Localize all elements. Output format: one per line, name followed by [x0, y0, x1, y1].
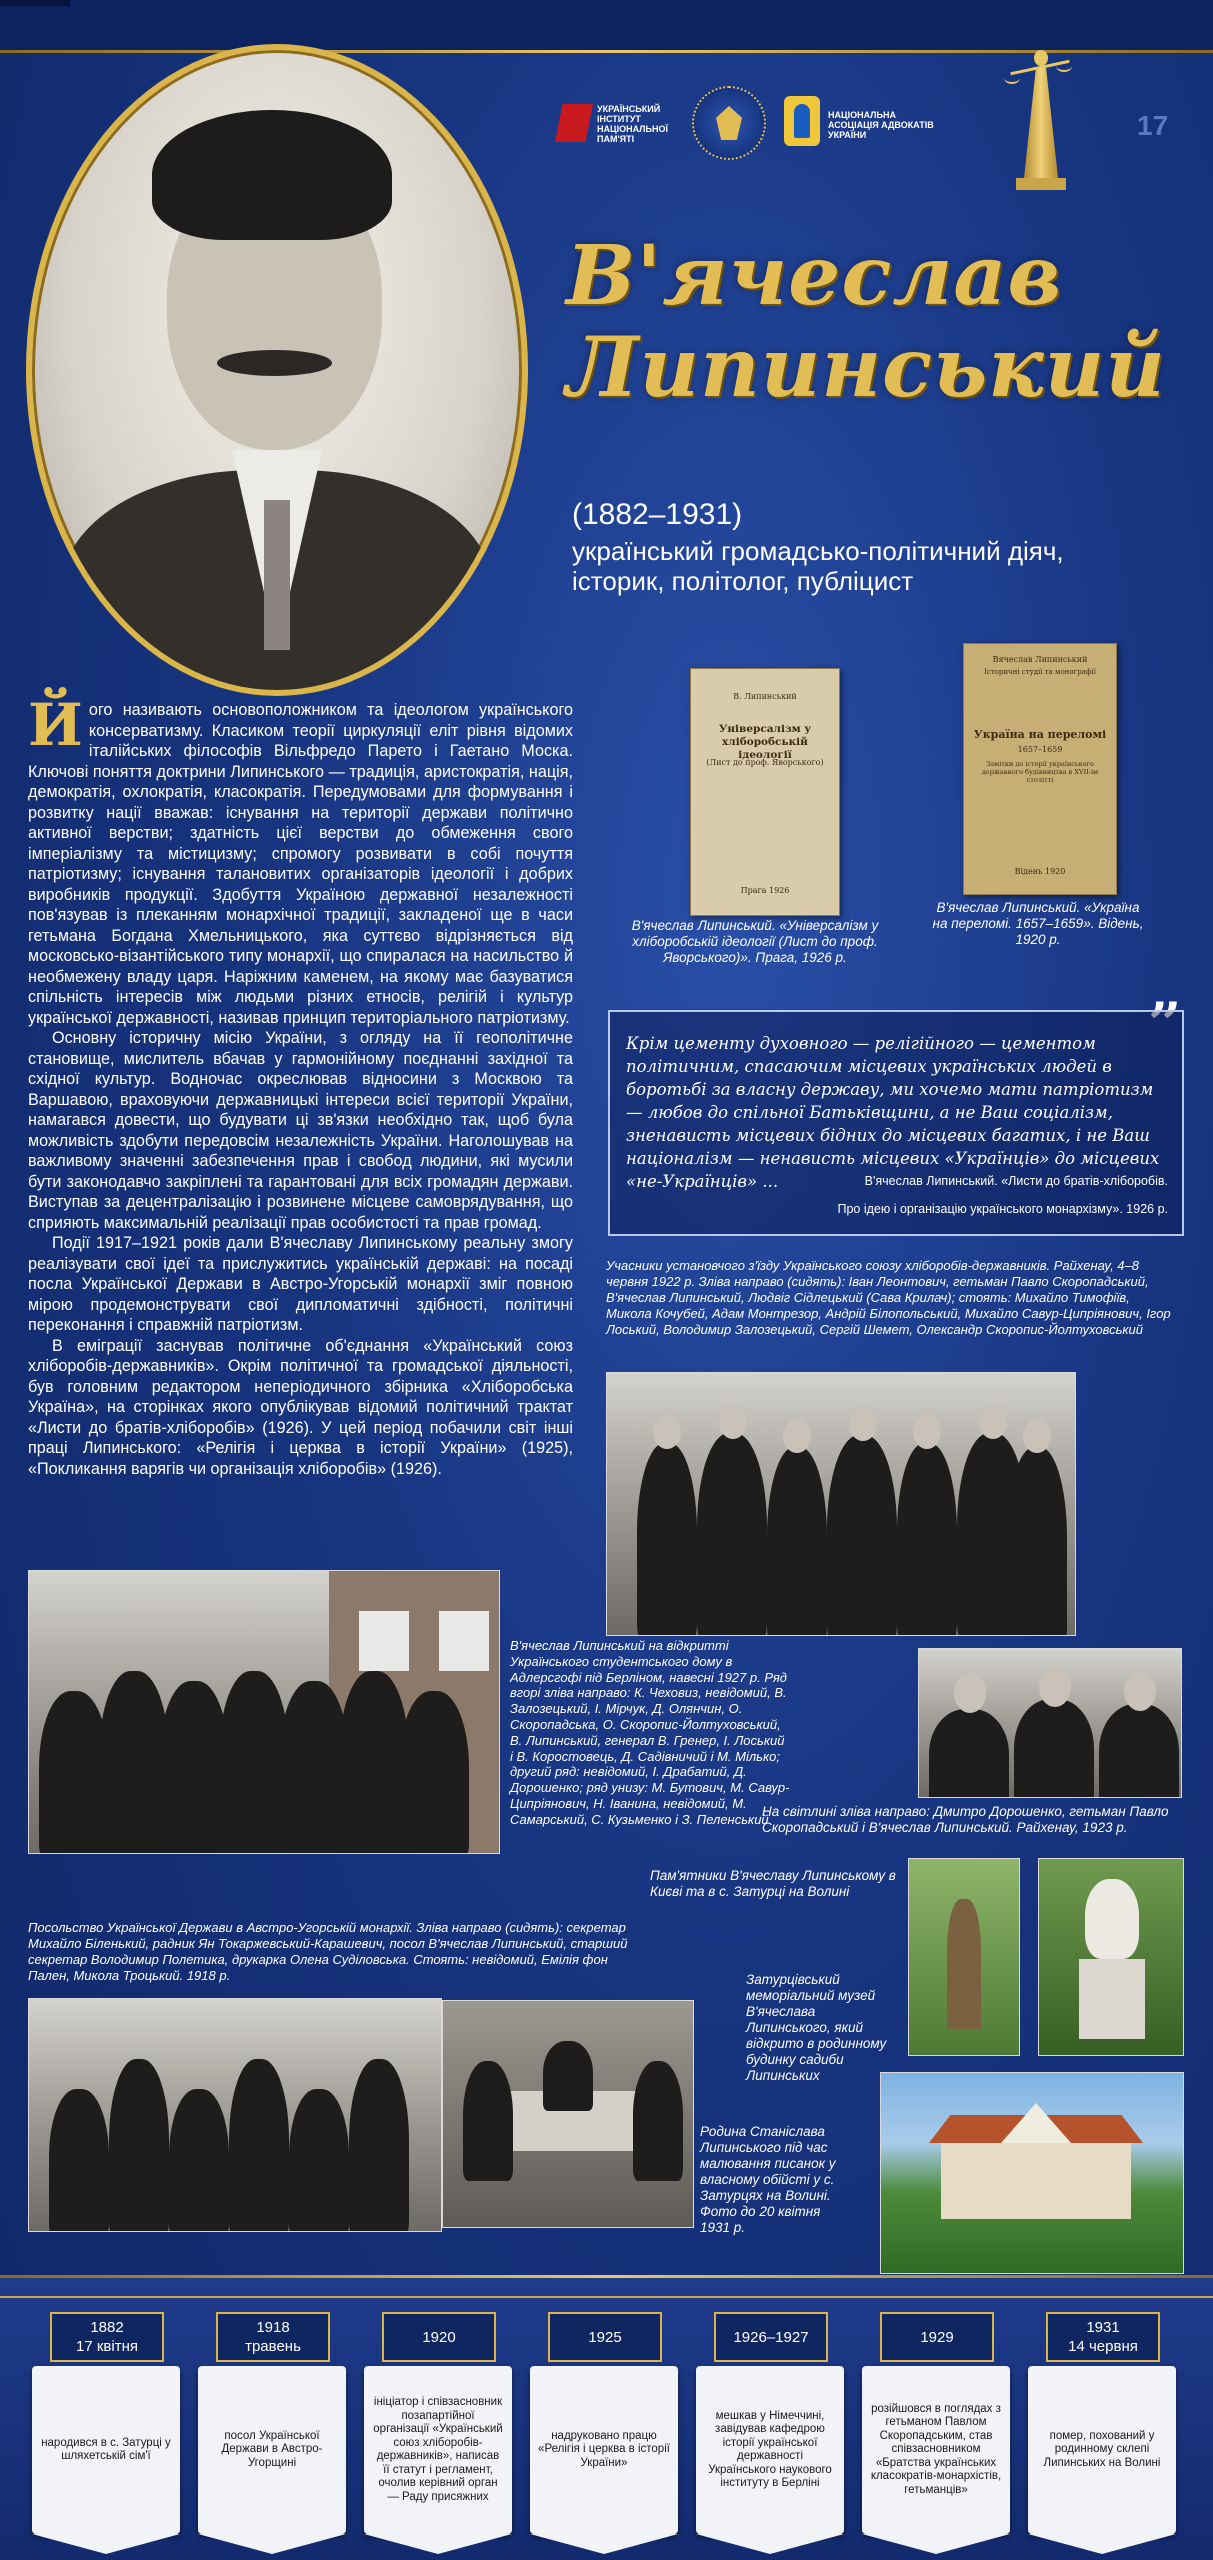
portrait — [26, 44, 528, 696]
quote-mark-icon: ” — [1148, 990, 1182, 1058]
logo-institute-text: УКРАЇНСЬКИЙ ІНСТИТУТ НАЦІОНАЛЬНОЇ ПАМ'ЯТІ — [597, 104, 668, 144]
biography-text — [28, 691, 573, 1479]
book1-author: В. Липинський — [733, 692, 797, 701]
photo-family-easter-eggs — [442, 2000, 694, 2228]
book2-imprint: Відень 1920 — [1014, 867, 1066, 876]
timeline-top-line — [0, 2275, 1213, 2278]
photo-museum-building — [880, 2072, 1184, 2274]
timeline-date: 1931 14 червня — [1046, 2312, 1160, 2362]
caption-museum: Затурцівський меморіальний музей В'ячеслава Липинського, який відкрито в родинному будинку садиби Липинських — [746, 1972, 887, 2083]
caption-family-photo: Родина Станіслава Липинського під час малювання писанок у власному обійсті у с. Затурцях на Волині. Фото до 20 квітня 1931 р. — [700, 2124, 836, 2235]
caption-congress-photo: Учасники установчого з'їзду Українського союзу хліборобів-державників. Райхенау, 4–8 червня 1922 р. Зліва направо (сидять): Іван Леонтович, гетьман Павло Скоропадський, В'ячеслав Липинський, Людвіг Сідлецький (Сава Крилач); стоять: Михайло Тимофіїв, Микола Кочубей, Адам Монтрезор, Андрій Білопольський, Михайло Савур-Ципріянович, Ігор Лоський, Володимир Залозецький, Сергій Шемет, Олександр Скоропис-Йолтуховський — [606, 1258, 1171, 1337]
timeline-text: помер, похований у родинному склепі Липинських на Волині — [1043, 2429, 1161, 2469]
timeline-axis — [0, 2296, 1213, 2298]
paragraph-2: Основну історичну місію України, з огляду на її геополітичне становище, мислитель вбачав у гармонійному поєднанні західної та східної культур. Водночас окреслював відносини з Москвою та Варшавою, враховуючи державницькі інтереси всієї території України, намагався довести, що будувати ці зв'язки необхідно так, щоб була можливість здобути передовсім незалежність України. Наголошував на важливому значенні забезпечення прав і свобод людини, які мусили бути законодавчо закріплені та гарантовані для всіх громадян держави. Виступав за децентралізацію і розвинене місцеве самоврядування, що сприяють максимальній реалізації прав особистості та прав громад. — [28, 1029, 573, 1232]
book2-author: Вячеслав Липинський — [992, 655, 1088, 664]
page-number: 17 — [1137, 110, 1169, 141]
timeline-text: народився в с. Затурці у шляхетській сім'ї — [41, 2436, 171, 2462]
photo-doroshenko-skoropadsky-lypynsky — [918, 1648, 1182, 1798]
caption-three-men-photo: На світлині зліва направо: Дмитро Дорошенко, гетьман Павло Скоропадський і В'ячеслав Липинський. Райхенау, 1923 р. — [762, 1804, 1169, 1835]
timeline-date: 1925 — [548, 2312, 662, 2362]
quote-source-line2: Про ідею і організацію українського монархізму». 1926 р. — [837, 1202, 1168, 1216]
book1-subtitle: (Лист до проф. Яворського) — [706, 758, 824, 767]
photo-embassy-1918 — [28, 1998, 442, 2232]
ukraine-seal-icon — [692, 86, 766, 160]
timeline-date: 1882 17 квітня — [50, 2312, 164, 2362]
photo-congress-1922 — [606, 1372, 1076, 1636]
paragraph-1: Його називають основоположником та ідеологом українського консерватизму. Класиком теорії циркуляції еліт рівня відомих італійських філософів Вільфредо Парето і Гаетано Моска. Ключові поняття доктрини Липинського — традиція, аристократія, нація, демократія, охлократія, класократія. Передумовами для формування і розвитку нації вважав: існування на території держави політично активної верстви; здатність цієї верстви до обмеження свого імперіалізму та містицизму; спромогу розвивати в собі почуття патріотизму; існування талановитих організаторів ідеології і добрих виробників продукції. Здобуття Україною державної незалежності пов'язував із плеканням монархічної традиції, закладеної ще в часи гетьмана Богдана Хмельницького, яка суттєво відрізняється від московсько-візантійського типу монархії, що спиралася на насильство й необмежену владу царя. Наріжним каменем, на якому має базуватися спільність інтересів між людьми різних етносів, релігій і культур української державності, називав принцип територіального патріотизму. — [28, 691, 573, 1027]
caption-student-house-photo: В'ячеслав Липинський на відкритті Українського студентського дому в Адлерсгофі під Берліном, навесні 1927 р. Ряд вгорі зліва направо: К. Чеховиз, невідомий, В. Залозецький, І. Мірчук, Д. Олянчин, О. Скоропадська, О. Скоропис-Йолтуховський, В. Липинський, генерал В. Гренер, І. Лоський і В. Коростовець, Д. Садівничий і М. Мілько; другий ряд: невідомий, І. Драбатий, Д. Дорошенко; ряд унизу: М. Бутович, М. Савур-Ципріянович, Н. Іванина, невідомий, М. Самарський, С. Кузьменко і З. Пеленський — [510, 1638, 790, 1827]
book1-imprint: Прага 1926 — [740, 886, 790, 895]
timeline-text: розійшовся в поглядах з гетьманом Павлом Скоропадським, став співзасновником «Братства українських класократів-монархістів, гетьманців» — [870, 2402, 1002, 2496]
logo-bar-association-text: НАЦІОНАЛЬНА АСОЦІАЦІЯ АДВОКАТІВ УКРАЇНИ — [828, 110, 934, 140]
timeline-text: посол Української Держави в Австро-Угорщині — [221, 2429, 323, 2469]
photo-student-house-1927 — [28, 1570, 500, 1854]
book2-series: Історичні студії та монографії — [984, 668, 1096, 676]
logo-institute — [555, 98, 675, 152]
book-cover-universalism — [690, 668, 840, 916]
book1-title: Універсалізм у хліборобській ідеології — [718, 723, 812, 761]
themis-statue-icon — [1004, 42, 1074, 202]
timeline-date: 1929 — [880, 2312, 994, 2362]
caption-monuments: Пам'ятники В'ячеславу Липинському в Києві та в с. Затурці на Волині — [650, 1868, 896, 1899]
timeline-text: надруковано працю «Релігія і церква в історії України» — [538, 2429, 670, 2469]
title-line-first-name: В'ячеслав — [566, 228, 1063, 324]
dropcap: Й — [28, 691, 83, 759]
caption-book-universalism: В'ячеслав Липинський. «Універсалізм у хліборобській ідеології (Лист до проф. Яворського)». Прага, 1926 р. — [631, 918, 879, 965]
book2-years: 1657–1659 — [1017, 745, 1063, 754]
quote-source-line1: В'ячеслав Липинський. «Листи до братів-хліборобів. — [864, 1174, 1168, 1188]
photo-monument-kyiv — [908, 1858, 1020, 2056]
timeline-date: 1918 травень — [216, 2312, 330, 2362]
timeline-date: 1926–1927 — [714, 2312, 828, 2362]
timeline-date: 1920 — [382, 2312, 496, 2362]
caption-embassy-photo: Посольство Української Держави в Австро-Угорській монархії. Зліва направо (сидять): секретар Михайло Біленький, радник Ян Токаржевський-Карашевич, посол В'ячеслав Липинський, старший секретар Володимир Полетика, друкарка Олена Суділовська. Стоять: невідомий, Емілія фон Пален, Микола Троцький. 1918 р. — [28, 1920, 628, 1983]
book2-subtitle: Замітки до історії українського державного будівництва в XVII-ім столітті — [981, 760, 1099, 784]
quote-text: Крім цементу духовного — релігійного — цементом політичним, спасаючим місцевих українських людей в боротьбі за власну державу, ми хочемо мати патріотизм — любов до спільної Батьківщини, а не Ваш соціалізм, зненависть місцевих бідних до місцевих багатих, і не Ваш націоналізм — ненависть місцевих «Українців» до місцевих «не-Українців» ... — [626, 1034, 1160, 1191]
book-cover-ukraine-turning-point — [963, 643, 1117, 895]
book2-title: Україна на переломі — [973, 728, 1107, 741]
paragraph-3: Події 1917–1921 років дали В'ячеславу Липинському реальну змогу реалізувати свої ідеї та прислужитись українській державі: на посаді посла Української Держави в Австро-Угорській монархії зміг повною мірою продемонструвати свої дипломатичні здібності, політичні переконання і справжній патріотизм. — [28, 1234, 573, 1334]
paragraph-4: В еміграції заснував політичне об'єднання «Український союз хліборобів-державників». Окрім політичної та громадської діяльності, був головним редактором неперіодичного збірника «Хліборобська Україна», на сторінках якого опублікував відомий політичний трактат «Листи до братів-хліборобів» (1926). У цей період побачили світ інші праці Липинського: «Релігія і церква в історії України» (1925), «Покликання варягів чи організація хліборобів» (1926). — [28, 1336, 573, 1478]
timeline-text: мешкав у Німеччині, завідував кафедрою історії української державності Українського наукового інституту в Берліні — [708, 2409, 832, 2489]
page-title — [566, 230, 1166, 414]
photo-monument-zaturtsi — [1038, 1858, 1184, 2056]
quote-box — [608, 1010, 1184, 1236]
subtitle: український громадсько-політичний діяч, історик, політолог, публіцист — [572, 536, 1064, 596]
timeline-text: ініціатор і співзасновник позапартійної організації «Український союз хліборобів-державників», написав її статут і регламент, очолив керівний орган — Раду присяжних — [373, 2396, 503, 2503]
title-line-surname: Липинський — [566, 320, 1166, 416]
logo-bar-association — [784, 96, 944, 150]
life-years: (1882–1931) — [572, 498, 743, 531]
caption-book-ukraine: В'ячеслав Липинський. «Україна на переломі. 1657–1659». Відень, 1920 р. — [932, 900, 1144, 947]
